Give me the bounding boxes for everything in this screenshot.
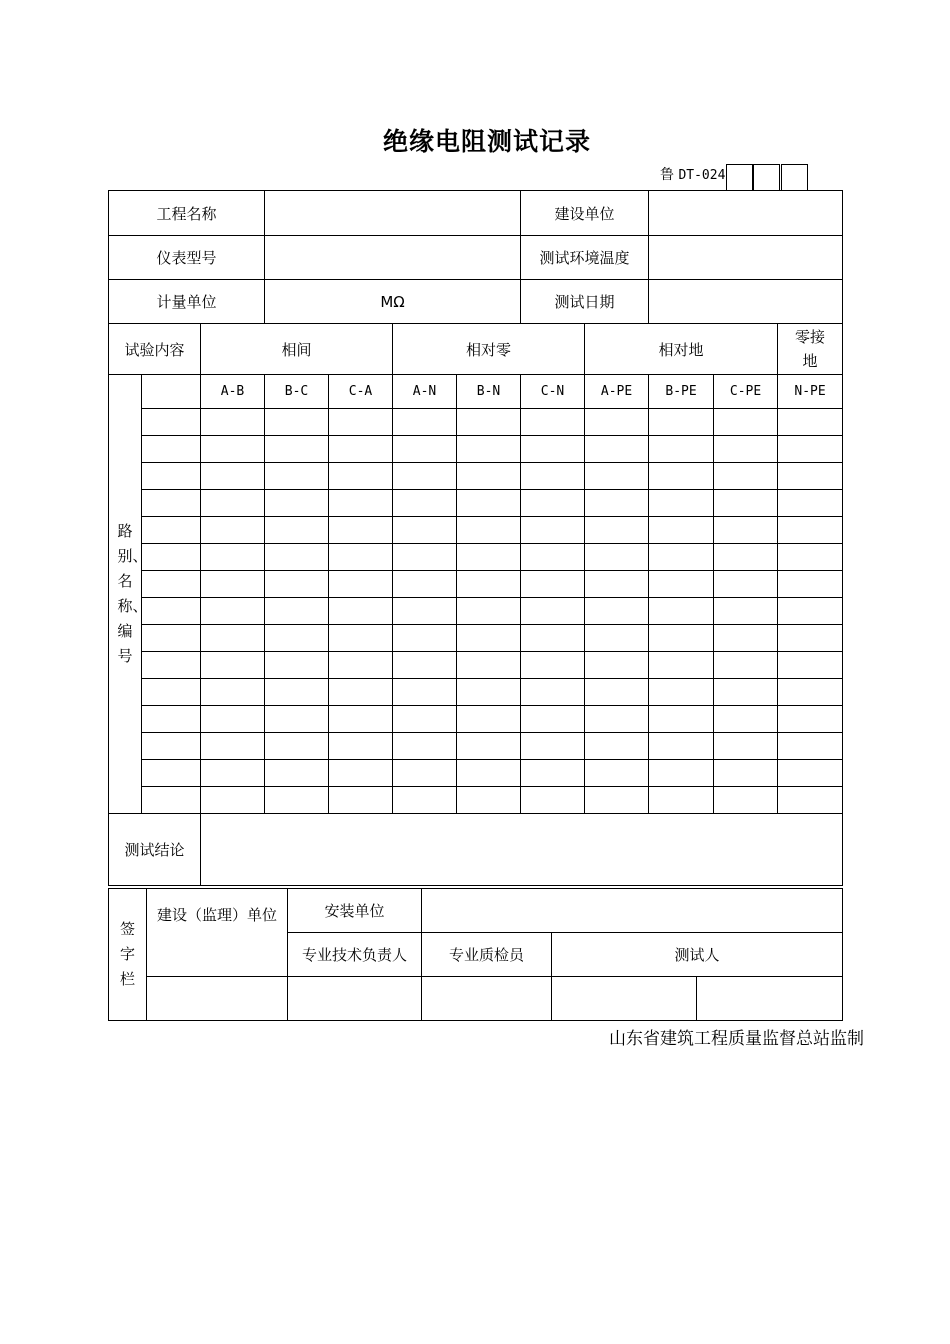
group-phase-ground: 相对地	[585, 324, 778, 375]
measurement-cell[interactable]	[265, 571, 329, 598]
code-box[interactable]	[753, 164, 780, 190]
measurement-cell[interactable]	[714, 490, 778, 517]
measurement-cell[interactable]	[457, 544, 521, 571]
owner-unit-label: 建设单位	[521, 191, 649, 236]
measurement-cell[interactable]	[201, 760, 265, 787]
measurement-cell[interactable]	[393, 436, 457, 463]
measurement-cell[interactable]	[585, 544, 649, 571]
measurement-cell[interactable]	[393, 463, 457, 490]
column-header: A-B	[201, 375, 265, 409]
measurement-cell[interactable]	[329, 679, 393, 706]
measurement-cell[interactable]	[778, 625, 843, 652]
signature-section-label	[109, 889, 147, 1021]
measurement-cell[interactable]	[585, 490, 649, 517]
column-header: C-PE	[714, 375, 778, 409]
qc-inspector-label: 专业质检员	[422, 933, 552, 977]
measurement-cell[interactable]	[265, 760, 329, 787]
measurement-cell[interactable]	[265, 490, 329, 517]
circuit-name-cell[interactable]	[142, 409, 201, 436]
measurement-cell[interactable]	[649, 787, 714, 814]
measurement-cell[interactable]	[778, 760, 843, 787]
measurement-cell[interactable]	[521, 436, 585, 463]
measurement-cell[interactable]	[649, 706, 714, 733]
measurement-cell[interactable]	[714, 706, 778, 733]
measurement-cell[interactable]	[521, 571, 585, 598]
measurement-cell[interactable]	[265, 598, 329, 625]
measurement-cell[interactable]	[457, 571, 521, 598]
measurement-cell[interactable]	[329, 706, 393, 733]
measurement-cell[interactable]	[585, 733, 649, 760]
measurement-cell[interactable]	[521, 787, 585, 814]
measurement-cell[interactable]	[649, 436, 714, 463]
installer-value[interactable]	[422, 889, 843, 933]
circuit-name-cell[interactable]	[142, 598, 201, 625]
column-header: B-C	[265, 375, 329, 409]
measurement-cell[interactable]	[393, 733, 457, 760]
group-phase-phase: 相间	[201, 324, 393, 375]
measurement-cell[interactable]	[778, 409, 843, 436]
measurement-cell[interactable]	[585, 571, 649, 598]
measurement-cell[interactable]	[649, 733, 714, 760]
measurement-cell[interactable]	[778, 571, 843, 598]
conclusion-value[interactable]	[201, 814, 843, 886]
column-header: A-PE	[585, 375, 649, 409]
page-title: 绝缘电阻测试记录	[382, 127, 591, 156]
circuit-name-cell[interactable]	[142, 733, 201, 760]
measurement-cell[interactable]	[521, 760, 585, 787]
measurement-cell[interactable]	[265, 517, 329, 544]
measurement-cell[interactable]	[585, 679, 649, 706]
measurement-cell[interactable]	[521, 625, 585, 652]
column-header: B-PE	[649, 375, 714, 409]
measurement-cell[interactable]	[265, 733, 329, 760]
circuit-name-cell[interactable]	[142, 517, 201, 544]
measurement-cell[interactable]	[649, 625, 714, 652]
table-row	[109, 463, 843, 490]
code-box[interactable]	[781, 164, 808, 190]
tester-signature-cell[interactable]	[552, 977, 697, 1021]
table-row	[109, 409, 843, 436]
group-neutral-ground: 零接地	[778, 324, 843, 375]
measurement-cell[interactable]	[457, 517, 521, 544]
measurement-cell[interactable]	[393, 490, 457, 517]
measurement-cell[interactable]	[393, 598, 457, 625]
tester-label: 测试人	[552, 933, 843, 977]
measurement-cell[interactable]	[265, 679, 329, 706]
measurement-cell[interactable]	[521, 409, 585, 436]
table-row	[109, 652, 843, 679]
unit-label: 计量单位	[109, 280, 265, 324]
measurement-cell[interactable]	[265, 787, 329, 814]
measurement-cell[interactable]	[201, 706, 265, 733]
measurement-cell[interactable]	[457, 463, 521, 490]
measurement-cell[interactable]	[521, 517, 585, 544]
table-row	[109, 571, 843, 598]
owner-unit-value[interactable]	[649, 191, 843, 236]
circuit-name-cell[interactable]	[142, 625, 201, 652]
vertical-label-text: 路别、名称、编号	[117, 522, 148, 665]
measurement-cell[interactable]	[714, 409, 778, 436]
measurement-cell[interactable]	[201, 787, 265, 814]
measurement-cell[interactable]	[393, 517, 457, 544]
measurement-cell[interactable]	[457, 706, 521, 733]
circuit-name-cell[interactable]	[142, 760, 201, 787]
measurement-cell[interactable]	[393, 760, 457, 787]
table-row	[109, 733, 843, 760]
circuit-name-cell[interactable]	[142, 544, 201, 571]
code-box[interactable]	[726, 164, 753, 190]
measurement-cell[interactable]	[585, 463, 649, 490]
measurement-cell[interactable]	[585, 409, 649, 436]
measurement-cell[interactable]	[521, 706, 585, 733]
form-code	[640, 160, 840, 190]
measurement-cell[interactable]	[778, 490, 843, 517]
measurement-cell[interactable]	[201, 463, 265, 490]
measurement-cell[interactable]	[778, 787, 843, 814]
measurement-cell[interactable]	[585, 625, 649, 652]
column-header: B-N	[457, 375, 521, 409]
measurement-cell[interactable]	[201, 652, 265, 679]
measurement-cell[interactable]	[329, 436, 393, 463]
circuit-name-cell[interactable]	[142, 571, 201, 598]
measurement-cell[interactable]	[201, 733, 265, 760]
measurement-cell[interactable]	[457, 409, 521, 436]
measurement-cell[interactable]	[714, 787, 778, 814]
owner-signature-cell[interactable]	[147, 977, 288, 1021]
measurement-cell[interactable]	[714, 652, 778, 679]
qc-signature-cell[interactable]	[422, 977, 552, 1021]
measurement-cell[interactable]	[585, 436, 649, 463]
signature-table	[108, 888, 843, 1021]
measurement-cell[interactable]	[649, 760, 714, 787]
measurement-cell[interactable]	[649, 652, 714, 679]
circuit-name-cell[interactable]	[142, 375, 201, 409]
measurement-cell[interactable]	[329, 409, 393, 436]
measurement-cell[interactable]	[521, 652, 585, 679]
table-row	[109, 625, 843, 652]
meter-model-label: 仪表型号	[109, 236, 265, 280]
measurement-cell[interactable]	[201, 625, 265, 652]
test-date-label: 测试日期	[521, 280, 649, 324]
measurement-cell[interactable]	[649, 490, 714, 517]
measurement-cell[interactable]	[393, 571, 457, 598]
measurement-cell[interactable]	[649, 679, 714, 706]
project-name-label: 工程名称	[109, 191, 265, 236]
measurement-cell[interactable]	[329, 760, 393, 787]
measurement-cell[interactable]	[201, 517, 265, 544]
circuit-name-cell[interactable]	[142, 436, 201, 463]
measurement-cell[interactable]	[521, 463, 585, 490]
measurement-grid	[109, 375, 843, 814]
measurement-cell[interactable]	[265, 625, 329, 652]
measurement-cell[interactable]	[457, 652, 521, 679]
table-row	[109, 544, 843, 571]
measurement-cell[interactable]	[649, 409, 714, 436]
measurement-cell[interactable]	[521, 490, 585, 517]
table-row	[109, 760, 843, 787]
measurement-cell[interactable]	[649, 571, 714, 598]
measurement-cell[interactable]	[329, 652, 393, 679]
measurement-cell[interactable]	[265, 706, 329, 733]
measurement-cell[interactable]	[457, 625, 521, 652]
measurement-cell[interactable]	[329, 517, 393, 544]
circuit-name-cell[interactable]	[142, 706, 201, 733]
circuit-name-cell[interactable]	[142, 787, 201, 814]
measurement-cell[interactable]	[329, 598, 393, 625]
tech-lead-signature-cell[interactable]	[288, 977, 422, 1021]
test-date-value[interactable]	[649, 280, 843, 324]
measurement-cell[interactable]	[714, 517, 778, 544]
measurement-cell[interactable]	[778, 652, 843, 679]
measurement-cell[interactable]	[585, 517, 649, 544]
group-phase-neutral: 相对零	[393, 324, 585, 375]
measurement-cell[interactable]	[585, 598, 649, 625]
measurement-cell[interactable]	[329, 787, 393, 814]
column-header: N-PE	[778, 375, 843, 409]
measurement-cell[interactable]	[714, 463, 778, 490]
measurement-cell[interactable]	[265, 652, 329, 679]
measurement-cell[interactable]	[714, 625, 778, 652]
measurement-cell[interactable]	[521, 598, 585, 625]
measurement-cell[interactable]	[649, 598, 714, 625]
test-record-table	[108, 190, 843, 886]
measurement-cell[interactable]	[393, 679, 457, 706]
circuit-name-cell[interactable]	[142, 679, 201, 706]
measurement-cell[interactable]	[329, 463, 393, 490]
test-content-label: 试验内容	[109, 324, 201, 375]
measurement-cell[interactable]	[457, 760, 521, 787]
measurement-cell[interactable]	[649, 544, 714, 571]
measurement-cell[interactable]	[714, 760, 778, 787]
measurement-cell[interactable]	[329, 544, 393, 571]
measurement-cell[interactable]	[585, 706, 649, 733]
measurement-cell[interactable]	[585, 652, 649, 679]
measurement-cell[interactable]	[457, 787, 521, 814]
measurement-cell[interactable]	[265, 409, 329, 436]
form-code-number: DT-024	[678, 168, 726, 183]
installer-label: 安装单位	[288, 889, 422, 933]
measurement-cell[interactable]	[649, 517, 714, 544]
measurement-cell[interactable]	[457, 598, 521, 625]
meter-model-value[interactable]	[265, 236, 521, 280]
measurement-cell[interactable]	[201, 409, 265, 436]
measurement-cell[interactable]	[778, 463, 843, 490]
measurement-cell[interactable]	[585, 760, 649, 787]
table-row	[109, 706, 843, 733]
column-header: C-N	[521, 375, 585, 409]
measurement-cell[interactable]	[778, 436, 843, 463]
measurement-cell[interactable]	[457, 436, 521, 463]
owner-supervisor-label: 建设（监理）单位	[147, 889, 288, 977]
measurement-cell[interactable]	[329, 733, 393, 760]
measurement-cell[interactable]	[521, 733, 585, 760]
measurement-cell[interactable]	[393, 787, 457, 814]
table-row	[109, 787, 843, 814]
measurement-cell[interactable]	[393, 652, 457, 679]
tech-lead-label: 专业技术负责人	[288, 933, 422, 977]
measurement-cell[interactable]	[778, 733, 843, 760]
column-header: A-N	[393, 375, 457, 409]
tester-signature-cell[interactable]	[697, 977, 843, 1021]
measurement-cell[interactable]	[778, 544, 843, 571]
measurement-cell[interactable]	[201, 571, 265, 598]
measurement-cell[interactable]	[201, 544, 265, 571]
measurement-cell[interactable]	[714, 733, 778, 760]
measurement-cell[interactable]	[393, 409, 457, 436]
table-row	[109, 517, 843, 544]
measurement-cell[interactable]	[714, 679, 778, 706]
measurement-cell[interactable]	[457, 679, 521, 706]
circuit-name-cell[interactable]	[142, 652, 201, 679]
circuit-side-label	[109, 375, 148, 814]
measurement-cell[interactable]	[778, 598, 843, 625]
table-row	[109, 490, 843, 517]
table-row	[109, 436, 843, 463]
measurement-cell[interactable]	[649, 463, 714, 490]
measurement-cell[interactable]	[393, 544, 457, 571]
measurement-cell[interactable]	[778, 679, 843, 706]
measurement-cell[interactable]	[393, 706, 457, 733]
conclusion-label: 测试结论	[109, 814, 201, 886]
measurement-cell[interactable]	[714, 598, 778, 625]
ambient-temp-label: 测试环境温度	[521, 236, 649, 280]
measurement-cell[interactable]	[329, 625, 393, 652]
measurement-cell[interactable]	[201, 679, 265, 706]
measurement-cell[interactable]	[521, 544, 585, 571]
measurement-cell[interactable]	[714, 571, 778, 598]
vertical-label-text: 签字栏	[120, 920, 136, 988]
ambient-temp-value[interactable]	[649, 236, 843, 280]
circuit-name-cell[interactable]	[142, 490, 201, 517]
measurement-cell[interactable]	[201, 436, 265, 463]
measurement-cell[interactable]	[714, 436, 778, 463]
project-name-value[interactable]	[265, 191, 521, 236]
table-row	[109, 598, 843, 625]
measurement-cell[interactable]	[201, 598, 265, 625]
measurement-cell[interactable]	[521, 679, 585, 706]
column-header: C-A	[329, 375, 393, 409]
measurement-cell[interactable]	[778, 517, 843, 544]
form-code-prefix: 鲁	[660, 167, 674, 183]
measurement-cell[interactable]	[457, 490, 521, 517]
issuer-footer: 山东省建筑工程质量监督总站监制	[609, 1029, 864, 1049]
measurement-cell[interactable]	[393, 625, 457, 652]
measurement-cell[interactable]	[585, 787, 649, 814]
measurement-cell[interactable]	[265, 544, 329, 571]
measurement-cell[interactable]	[329, 490, 393, 517]
measurement-cell[interactable]	[201, 490, 265, 517]
measurement-cell[interactable]	[778, 706, 843, 733]
table-row	[109, 679, 843, 706]
unit-value[interactable]: MΩ	[265, 280, 521, 324]
measurement-cell[interactable]	[714, 544, 778, 571]
circuit-name-cell[interactable]	[142, 463, 201, 490]
measurement-cell[interactable]	[265, 436, 329, 463]
measurement-cell[interactable]	[329, 571, 393, 598]
measurement-cell[interactable]	[265, 463, 329, 490]
measurement-cell[interactable]	[457, 733, 521, 760]
